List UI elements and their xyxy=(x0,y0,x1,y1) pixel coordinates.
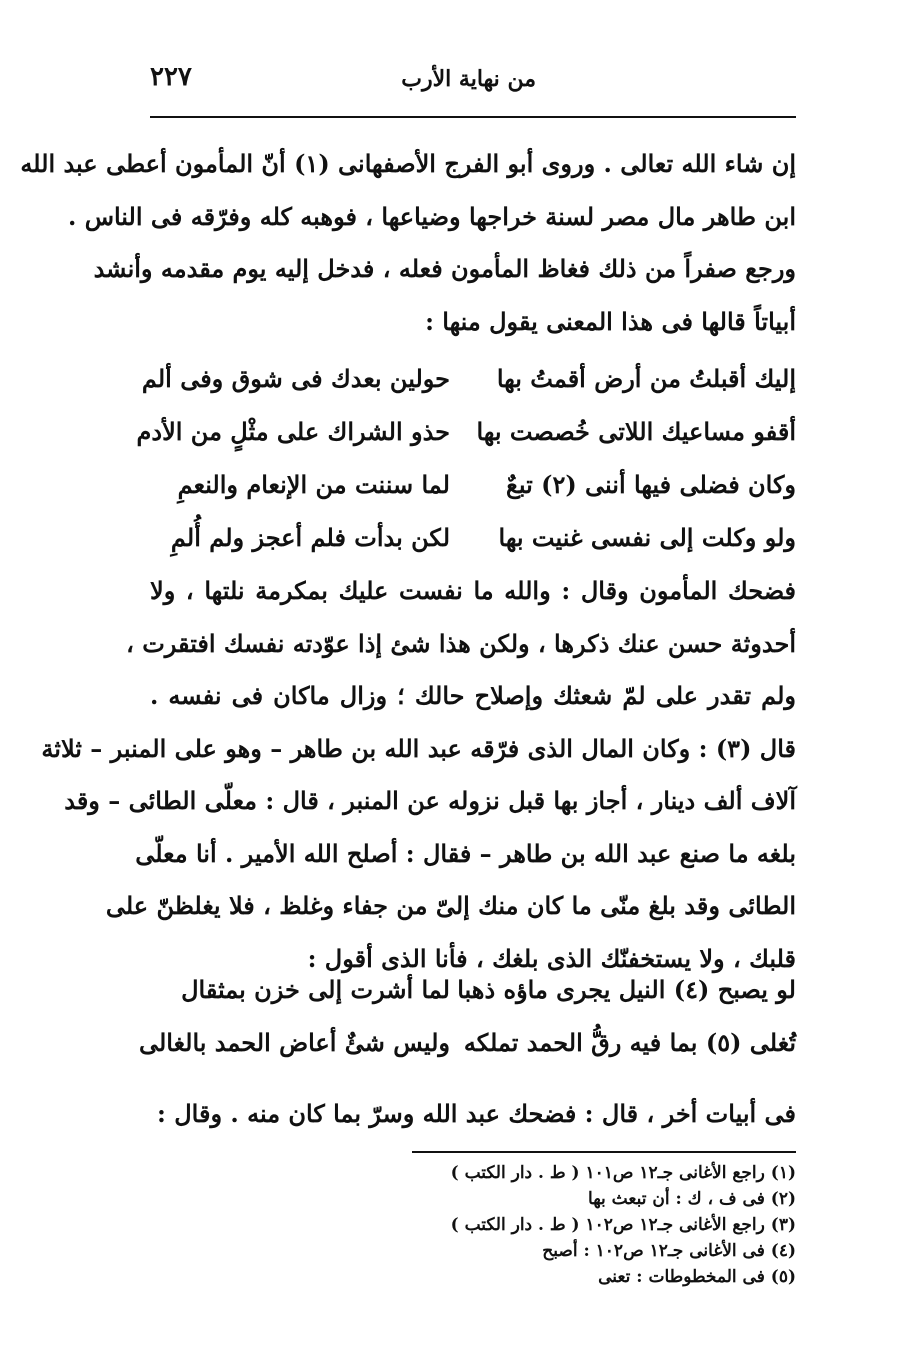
verse xyxy=(136,405,796,458)
prose-line: إن شاء الله تعالى . وروى أبو الفرج الأصفهانى (١) أنّ المأمون أعطى عبد الله xyxy=(20,149,796,178)
verse-second-hemistich: لكن بدأت فلم أعجز ولم أُلمِ xyxy=(170,523,450,552)
verse-second-hemistich: لما أشرت إلى خزن بمثقال xyxy=(181,975,450,1004)
verse-first-hemistich: إليك أقبلتُ من أرض أقمتُ بها xyxy=(496,364,796,393)
prose-line: فى أبيات أخر ، قال : فضحك عبد الله وسرّ بما كان منه . وقال : xyxy=(157,1099,796,1128)
verse xyxy=(150,963,796,1016)
prose-paragraph-2 xyxy=(41,565,796,985)
verse xyxy=(150,458,796,511)
page-header xyxy=(150,58,796,102)
prose-line: آلاف ألف دينار ، أجاز بها قبل نزوله عن المنبر ، قال : معلّى الطائى – وقد xyxy=(64,786,796,815)
poem-1 xyxy=(136,352,796,564)
prose-line: فضحك المأمون وقال : والله ما نفست عليك بمكرمة نلتها ، ولا xyxy=(150,576,796,605)
verse-second-hemistich: وليس شئٌ أعاض الحمد بالغالى xyxy=(138,1028,450,1057)
verse-first-hemistich: تُغلى (٥) بما فيه رقُّ الحمد تملكه xyxy=(463,1028,796,1057)
prose-line: بلغه ما صنع عبد الله بن طاهر – فقال : أصلح الله الأمير . أنا معلّى xyxy=(135,838,796,868)
verse-first-hemistich: أقفو مساعيك اللاتى خُصصت بها xyxy=(476,417,796,446)
footnote: (٤) فى الأغانى جـ١٢ ص١٠٢ : أصبح xyxy=(542,1241,796,1261)
footnote-rule xyxy=(412,1151,796,1153)
page-number: ٢٢٧ xyxy=(150,62,192,92)
prose-line: ورجع صفراً من ذلك فغاظ المأمون فعله ، فدخل إليه يوم مقدمه وأنشد xyxy=(93,254,796,283)
verse-first-hemistich: وكان فضلى فيها أننى (٢) تبعٌ xyxy=(506,470,796,499)
poem-2 xyxy=(138,963,796,1069)
prose-line: أحدوثة حسن عنك ذكرها ، ولكن هذا شئ إذا عوّدته نفسك افتقرت ، xyxy=(126,628,796,658)
verse-second-hemistich: حذو الشراك على مثْلٍ من الأدم xyxy=(136,417,450,446)
footnote: (٢) فى ف ، ك : أن تبعث بها xyxy=(588,1189,796,1209)
prose-line: ولم تقدر على لمّ شعثك وإصلاح حالك ؛ وزال ماكان فى نفسه . xyxy=(150,681,796,710)
verse-second-hemistich: حولين بعدك فى شوق وفى ألم xyxy=(141,364,450,393)
verse xyxy=(138,1016,796,1069)
running-title: من نهاية الأرب xyxy=(401,66,536,92)
verse xyxy=(150,511,796,564)
verse-second-hemistich: لما سننت من الإنعام والنعمِ xyxy=(177,470,450,499)
header-rule xyxy=(150,116,796,118)
footnote: (٣) راجع الأغانى جـ١٢ ص١٠٢ ( ط . دار الكتب ) xyxy=(450,1215,796,1235)
footnote: (١) راجع الأغانى جـ١٢ ص١٠١ ( ط . دار الكتب ) xyxy=(450,1163,796,1183)
prose-line: أبياتاً قالها فى هذا المعنى يقول منها : xyxy=(425,306,796,336)
prose-paragraph-3 xyxy=(150,1088,796,1141)
prose-line: الطائى وقد بلغ منّى ما كان منك إلىّ من جفاء وغلظ ، فلا يغلظنّ على xyxy=(105,891,796,920)
footnotes xyxy=(300,1160,796,1290)
prose-paragraph-1 xyxy=(20,138,796,348)
verse-first-hemistich: لو يصبح (٤) النيل يجرى ماؤه ذهبا xyxy=(457,975,796,1004)
prose-line: ابن طاهر مال مصر لسنة خراجها وضياعها ، فوهبه كله وفرّقه فى الناس . xyxy=(67,201,796,231)
verse-first-hemistich: ولو وكلت إلى نفسى غنيت بها xyxy=(498,523,796,552)
footnote: (٥) فى المخطوطات : تعنى xyxy=(598,1267,796,1287)
verse xyxy=(141,352,796,405)
prose-line: قلبك ، ولا يستخفنّك الذى بلغك ، فأنا الذى أقول : xyxy=(307,943,796,973)
prose-line: قال (٣) : وكان المال الذى فرّقه عبد الله بن طاهر – وهو على المنبر – ثلاثة xyxy=(41,733,796,763)
